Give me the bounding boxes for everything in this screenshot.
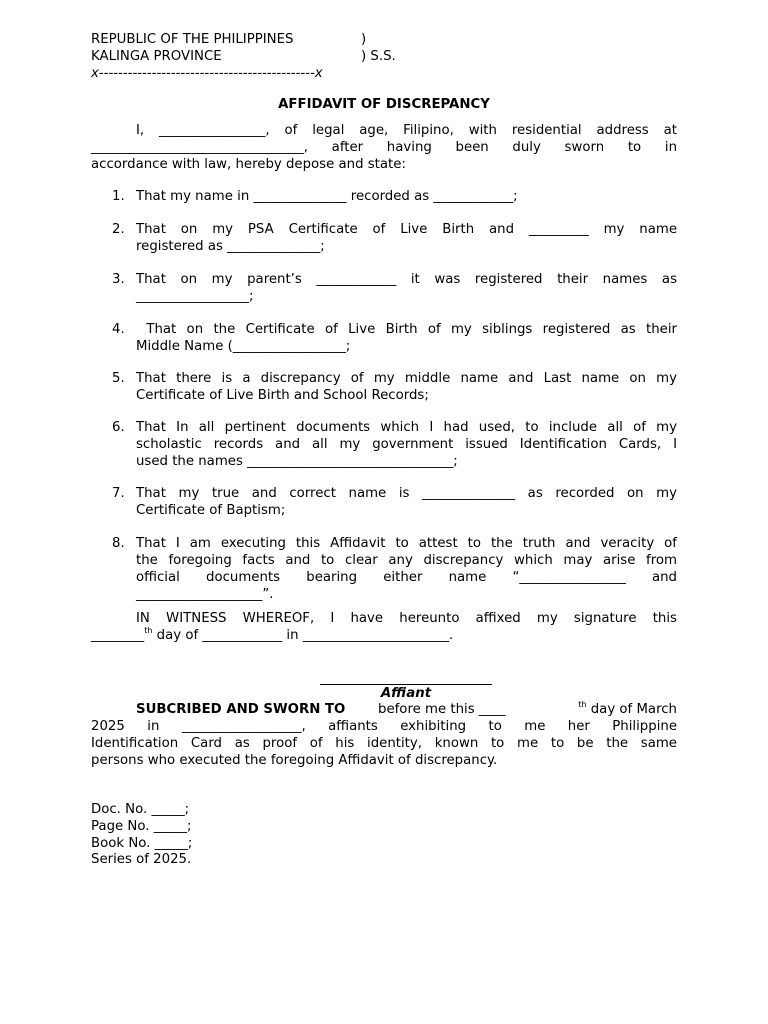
item-line: Certificate of Live Birth and School Records;	[136, 388, 429, 403]
subscribed-line-1	[378, 701, 677, 718]
intro-line: I, ________________, of legal age, Filipino, with residential address at	[136, 123, 677, 138]
caption-divider: x---------------------------------------------x	[91, 66, 323, 81]
witness-line-2	[91, 627, 453, 644]
document-title: AFFIDAVIT OF DISCREPANCY	[278, 97, 490, 112]
list-item	[136, 221, 677, 255]
intro-paragraph	[91, 122, 677, 173]
subscribed-line: persons who executed the foregoing Affidavit of discrepancy.	[91, 753, 498, 768]
subscribed-line: 2025 in __________________, affiants exhibiting to me her Philippine	[91, 719, 677, 734]
item-line: Certificate of Baptism;	[136, 503, 286, 518]
caption-ss: ) S.S.	[361, 49, 396, 64]
item-line: That on my PSA Certificate of Live Birth and _________ my name	[136, 222, 677, 237]
item-line: scholastic records and all my government issued Identification Cards, I	[136, 437, 677, 452]
item-line: That on the Certificate of Live Birth of my siblings registered as their	[136, 322, 677, 337]
doc-number: Doc. No. _____;	[91, 802, 190, 817]
witness-rest: day of ____________ in ______________________.	[152, 628, 454, 643]
item-number: 1.	[112, 189, 125, 204]
series-year: Series of 2025.	[91, 852, 192, 867]
list-item	[136, 419, 677, 470]
subscribed-paragraph	[91, 718, 677, 769]
ordinal-suffix: th	[578, 700, 587, 709]
subscribed-text: before me this ____	[378, 702, 506, 717]
item-line: That my name in ______________ recorded as ____________;	[136, 189, 518, 204]
item-line: _________________;	[136, 289, 254, 304]
item-number: 8.	[112, 536, 125, 551]
item-line: Middle Name (_________________;	[136, 339, 351, 354]
intro-line: ________________________________, after having been duly sworn to in	[91, 140, 677, 155]
list-item	[136, 321, 677, 355]
item-line: That my true and correct name is ______________ as recorded on my	[136, 486, 677, 501]
witness-blank: ________	[91, 628, 145, 643]
caption-republic: REPUBLIC OF THE PHILIPPINES	[91, 32, 294, 47]
item-number: 5.	[112, 371, 125, 386]
page-number: Page No. _____;	[91, 819, 192, 834]
list-item	[136, 370, 677, 404]
item-number: 2.	[112, 222, 125, 237]
item-line: That In all pertinent documents which I had used, to include all of my	[136, 420, 677, 435]
item-line: ___________________”.	[136, 587, 274, 602]
witness-paragraph	[136, 610, 677, 627]
subscribed-heading: SUBCRIBED AND SWORN TO	[136, 702, 346, 717]
item-number: 3.	[112, 272, 125, 287]
item-line: registered as ______________;	[136, 239, 325, 254]
list-item	[136, 485, 677, 519]
list-item	[136, 271, 677, 305]
item-number: 7.	[112, 486, 125, 501]
list-item	[136, 535, 677, 603]
item-line: That on my parent’s ____________ it was registered their names as	[136, 272, 677, 287]
affiant-label: Affiant	[380, 686, 432, 701]
item-line: the foregoing facts and to clear any discrepancy which may arise from	[136, 553, 677, 568]
witness-line: IN WITNESS WHEREOF, I have hereunto affixed my signature this	[136, 611, 677, 626]
caption-republic-paren: )	[361, 32, 367, 47]
subscribed-line: Identification Card as proof of his identity, known to me to be the same	[91, 736, 677, 751]
item-line: That there is a discrepancy of my middle name and Last name on my	[136, 371, 677, 386]
book-number: Book No. _____;	[91, 836, 193, 851]
item-number: 4.	[112, 322, 125, 337]
intro-line: accordance with law, hereby depose and state:	[91, 157, 406, 172]
ordinal-suffix: th	[144, 626, 153, 635]
item-line: used the names _______________________________;	[136, 454, 458, 469]
item-line: official documents bearing either name “________________ and	[136, 570, 677, 585]
item-number: 6.	[112, 420, 125, 435]
item-line: That I am executing this Affidavit to attest to the truth and veracity of	[136, 536, 677, 551]
caption-province: KALINGA PROVINCE	[91, 49, 222, 64]
list-item	[136, 188, 677, 205]
subscribed-text: day of March	[586, 702, 677, 717]
